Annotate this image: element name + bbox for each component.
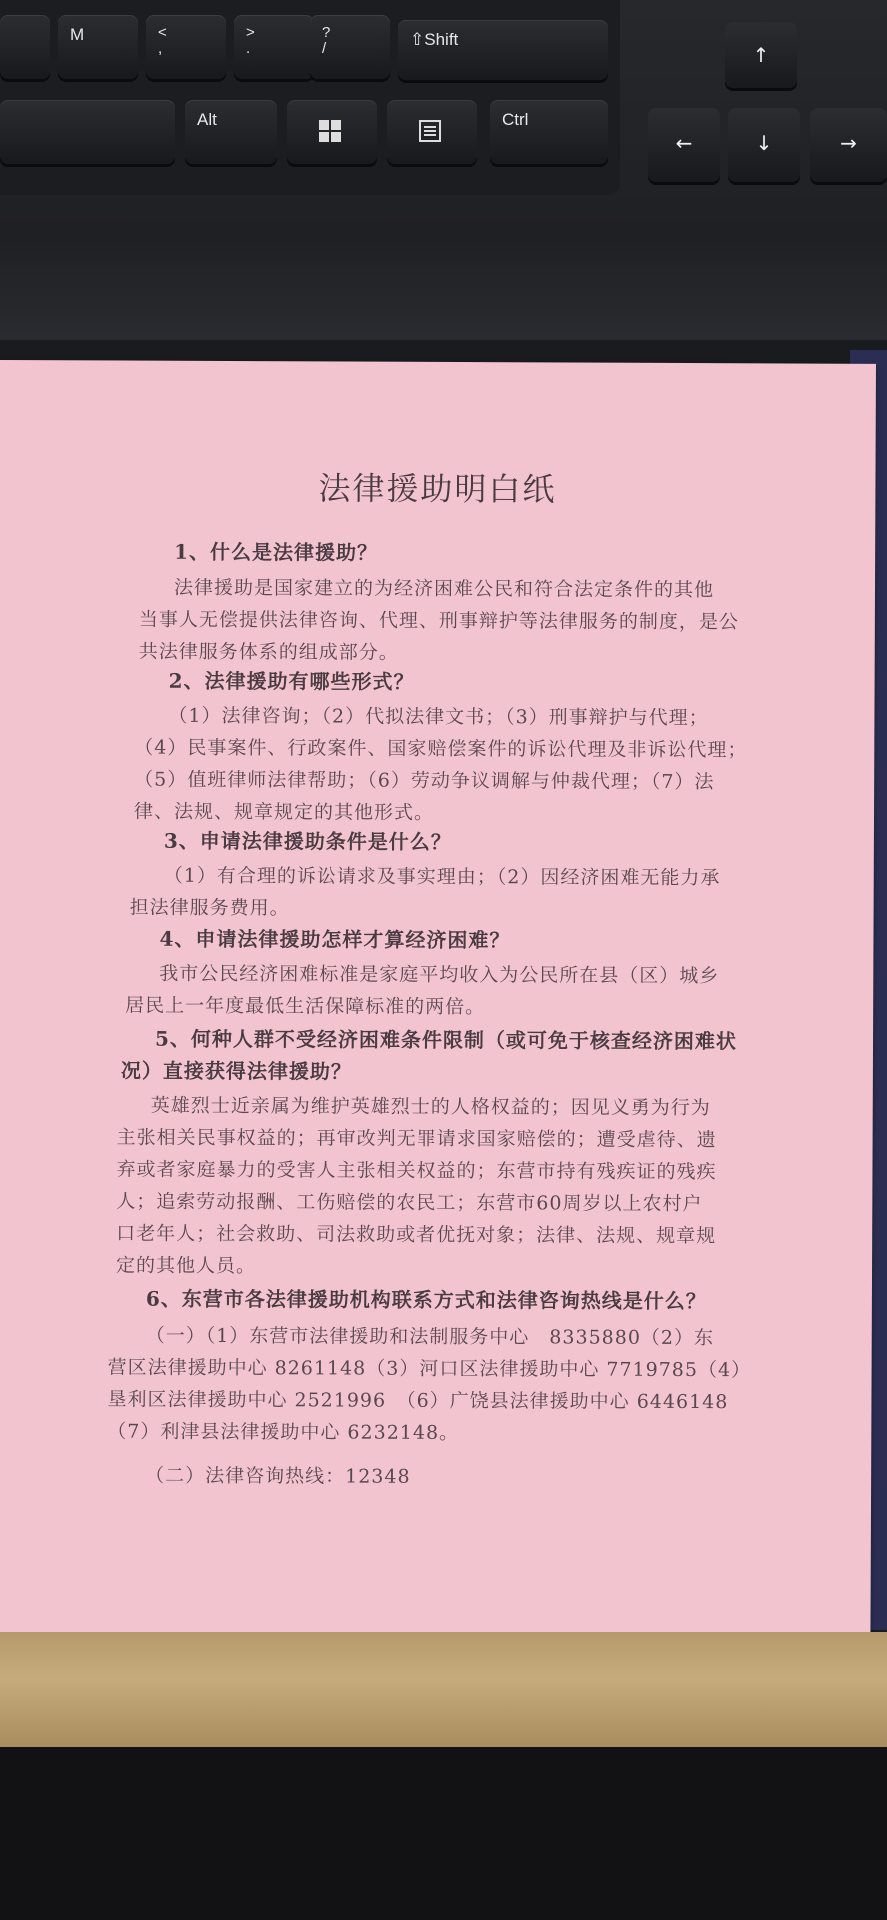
key-slash-sub: / <box>322 40 327 57</box>
document-title: 法律援助明白纸 <box>318 469 557 509</box>
paragraph-line: 人；追索劳动报酬、工伤赔偿的农民工；东营市60周岁以上农村户 <box>116 1190 703 1216</box>
dark-floor <box>0 1747 887 1920</box>
key-m-label: M <box>70 25 85 44</box>
arrow-left-icon: ← <box>675 131 693 155</box>
pink-paper-sheet <box>0 360 876 1636</box>
key-partial[interactable] <box>0 15 50 79</box>
paragraph-line: 定的其他人员。 <box>116 1254 257 1278</box>
key-right[interactable] <box>810 108 887 182</box>
paragraph-line: 英雄烈士近亲属为维护英雄烈士的人格权益的；因见义勇为行为 <box>150 1094 711 1120</box>
paragraph-line: 弃或者家庭暴力的受害人主张相关权益的；东营市持有残疾证的残疾 <box>116 1158 717 1184</box>
key-m[interactable] <box>58 15 138 79</box>
key-slash-label: ? <box>322 24 331 41</box>
wooden-desk-edge <box>0 1632 887 1747</box>
key-shift-label: ⇧Shift <box>410 30 459 49</box>
key-shift[interactable] <box>398 20 608 80</box>
paragraph-line: 居民上一年度最低生活保障标准的两倍。 <box>125 994 486 1019</box>
key-up[interactable] <box>725 22 797 88</box>
arrow-right-icon: → <box>840 131 857 155</box>
paragraph-line: （5）值班律师法律帮助；（6）劳动争议调解与仲裁代理；（7）法 <box>134 768 715 794</box>
key-left[interactable] <box>648 108 720 182</box>
key-alt-label: Alt <box>197 110 217 129</box>
heading-3: 3、申请法律援助条件是什么？ <box>163 828 452 854</box>
paragraph-line: 当事人无偿提供法律咨询、代理、刑事辩护等法律服务的制度，是公 <box>138 608 739 634</box>
key-period-sub: . <box>246 40 251 57</box>
key-slash[interactable] <box>310 15 390 79</box>
contact-line: 营区法律援助中心 8261148（3）河口区法律援助中心 7719785（4） <box>107 1356 752 1382</box>
contact-line: （7）利津县法律援助中心 6232148。 <box>107 1420 460 1445</box>
key-alt[interactable] <box>185 100 277 164</box>
key-partial-bottom[interactable] <box>0 100 175 164</box>
heading-2: 2、法律援助有哪些形式？ <box>168 668 415 694</box>
document-body <box>0 360 876 1488</box>
paragraph-line: 口老年人；社会救助、司法救助或者优抚对象；法律、法规、规章规 <box>116 1222 717 1248</box>
arrow-up-icon: ↑ <box>752 43 770 67</box>
key-down[interactable] <box>728 108 800 182</box>
paragraph-line: 法律援助是国家建立的为经济困难公民和符合法定条件的其他 <box>173 576 715 602</box>
paragraph-line: 律、法规、规章规定的其他形式。 <box>133 800 435 824</box>
hotline-line: （二）法律咨询热线：12348 <box>145 1464 411 1488</box>
key-period[interactable] <box>234 15 314 79</box>
key-period-label: > <box>246 24 255 41</box>
heading-4: 4、申请法律援助怎样才算经济困难？ <box>159 926 511 953</box>
paragraph-line: （1）有合理的诉讼请求及事实理由；（2）因经济困难无能力承 <box>163 864 721 890</box>
heading-6: 6、东营市各法律援助机构联系方式和法律咨询热线是什么？ <box>145 1286 707 1314</box>
paragraph-line: （1）法律咨询；（2）代拟法律文书；（3）刑事辩护与代理； <box>168 704 709 730</box>
key-ctrl-label: Ctrl <box>502 110 529 129</box>
contact-line: （一）（1）东营市法律援助和法制服务中心 8335880（2）东 <box>145 1324 715 1350</box>
arrow-down-icon: ↓ <box>755 131 773 155</box>
heading-1: 1、什么是法律援助？ <box>174 539 379 565</box>
paragraph-line: 主张相关民事权益的；再审改判无罪请求国家赔偿的；遭受虐待、遗 <box>116 1126 717 1152</box>
heading-5: 5、何种人群不受经济困难条件限制（或可免于核查经济困难状 <box>154 1026 738 1054</box>
keyboard <box>0 0 887 340</box>
key-comma[interactable] <box>146 15 226 79</box>
contact-line: 垦利区法律援助中心 2521996 （6）广饶县法律援助中心 6446148 <box>107 1388 729 1414</box>
key-windows[interactable] <box>287 100 377 164</box>
paragraph-line: 我市公民经济困难标准是家庭平均收入为公民所在县（区）城乡 <box>159 962 720 988</box>
menu-icon <box>419 120 441 147</box>
paragraph-line: 共法律服务体系的组成部分。 <box>138 640 399 664</box>
paragraph-line: 担法律服务费用。 <box>129 896 290 920</box>
key-comma-sub: , <box>158 40 163 57</box>
heading-5-cont: 况）直接获得法律援助？ <box>120 1058 352 1084</box>
key-ctrl[interactable] <box>490 100 608 164</box>
key-comma-label: < <box>158 24 167 41</box>
windows-icon <box>319 120 341 147</box>
key-menu[interactable] <box>387 100 477 164</box>
paragraph-line: （4）民事案件、行政案件、国家赔偿案件的诉讼代理及非诉讼代理； <box>134 736 748 762</box>
